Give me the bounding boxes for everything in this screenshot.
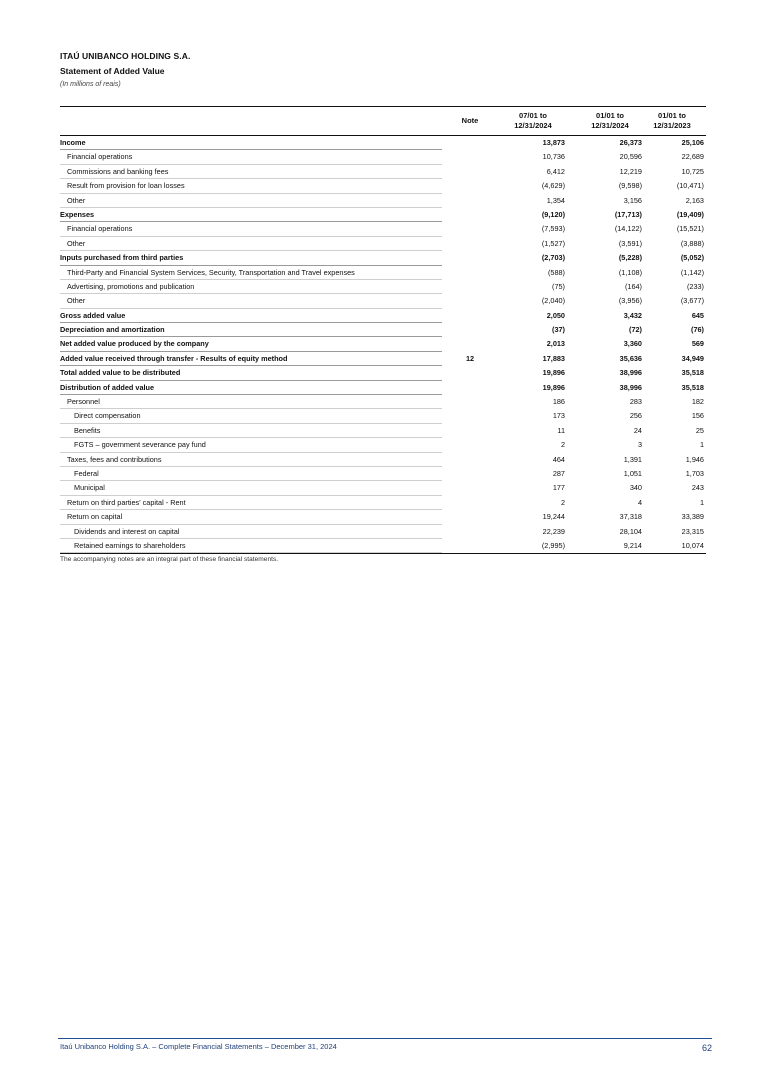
table-header bbox=[60, 107, 706, 136]
row-value-col-1: (37) bbox=[552, 325, 565, 335]
row-value-col-2: (9,598) bbox=[618, 181, 642, 191]
row-label: Added value received through transfer - Results of equity method bbox=[60, 352, 442, 366]
row-value-col-2: (164) bbox=[624, 281, 642, 291]
row-value-col-2: 37,318 bbox=[619, 512, 642, 522]
table-row bbox=[60, 266, 706, 280]
header-col-2-line-2: 12/31/2024 bbox=[591, 121, 629, 130]
row-value-col-2: (5,228) bbox=[618, 253, 642, 263]
row-value-col-3: (10,471) bbox=[676, 181, 704, 191]
row-label: Financial operations bbox=[60, 150, 442, 164]
table-row bbox=[60, 280, 706, 294]
row-value-col-3: 1 bbox=[699, 497, 704, 507]
row-value-col-3: 569 bbox=[691, 339, 704, 349]
row-value-col-2: 20,596 bbox=[619, 152, 642, 162]
row-value-col-1: 22,239 bbox=[542, 526, 565, 536]
row-value-col-1: 10,736 bbox=[542, 152, 565, 162]
row-value-col-2: (3,591) bbox=[618, 238, 642, 248]
row-note: 12 bbox=[465, 353, 475, 363]
row-label: Other bbox=[60, 194, 442, 208]
row-value-col-2: 3 bbox=[637, 440, 642, 450]
row-value-col-2: 26,373 bbox=[619, 138, 642, 147]
footnote: The accompanying notes are an integral part of these financial statements. bbox=[60, 556, 279, 563]
table-row bbox=[60, 395, 706, 409]
table-row bbox=[60, 309, 706, 323]
row-value-col-1: 11 bbox=[557, 425, 565, 435]
row-value-col-3: 156 bbox=[691, 411, 704, 421]
row-value-col-1: (75) bbox=[552, 281, 565, 291]
row-label: Net added value produced by the company bbox=[60, 337, 442, 351]
header-col-3-line-2: 12/31/2023 bbox=[653, 121, 691, 130]
row-value-col-2: (3,956) bbox=[618, 296, 642, 306]
row-value-col-2: 28,104 bbox=[619, 526, 642, 536]
table-row bbox=[60, 438, 706, 452]
row-value-col-1: 19,896 bbox=[542, 368, 565, 378]
company-name: ITAÚ UNIBANCO HOLDING S.A. bbox=[60, 51, 191, 61]
row-value-col-3: 34,949 bbox=[681, 353, 704, 363]
row-value-col-2: 1,051 bbox=[623, 468, 642, 478]
table-row bbox=[60, 481, 706, 495]
table-row bbox=[60, 323, 706, 337]
table-row bbox=[60, 150, 706, 164]
row-value-col-3: 1,703 bbox=[685, 468, 704, 478]
row-label: Total added value to be distributed bbox=[60, 366, 442, 380]
row-label: FGTS – government severance pay fund bbox=[60, 438, 442, 452]
row-label: Distribution of added value bbox=[60, 381, 442, 395]
row-label: Municipal bbox=[60, 481, 442, 495]
header-note: Note bbox=[461, 116, 479, 125]
table-bottom-rule bbox=[60, 553, 706, 554]
row-value-col-1: (2,995) bbox=[541, 540, 565, 550]
row-value-col-3: 25,106 bbox=[681, 138, 704, 147]
table-row bbox=[60, 409, 706, 423]
row-label: Financial operations bbox=[60, 222, 442, 236]
table-row bbox=[60, 453, 706, 467]
row-label: Other bbox=[60, 294, 442, 308]
row-label: Depreciation and amortization bbox=[60, 323, 442, 337]
row-value-col-3: 35,518 bbox=[681, 368, 704, 378]
row-value-col-1: 177 bbox=[552, 483, 565, 493]
table-row bbox=[60, 381, 706, 395]
row-value-col-1: 2,013 bbox=[546, 339, 565, 349]
row-value-col-2: 4 bbox=[637, 497, 642, 507]
row-label: Personnel bbox=[60, 395, 442, 409]
row-value-col-2: (17,713) bbox=[614, 209, 642, 219]
table-row bbox=[60, 424, 706, 438]
table-row bbox=[60, 294, 706, 308]
row-value-col-1: 287 bbox=[552, 468, 565, 478]
row-value-col-3: (3,677) bbox=[680, 296, 704, 306]
row-value-col-2: (14,122) bbox=[614, 224, 642, 234]
table-row bbox=[60, 237, 706, 251]
table-row bbox=[60, 208, 706, 222]
header-col-2 bbox=[579, 111, 641, 131]
row-value-col-1: 2 bbox=[560, 440, 565, 450]
table-row bbox=[60, 467, 706, 481]
footer-rule bbox=[58, 1038, 712, 1039]
row-label: Expenses bbox=[60, 208, 442, 222]
row-value-col-3: 10,074 bbox=[681, 540, 704, 550]
table-row bbox=[60, 510, 706, 524]
row-label: Commissions and banking fees bbox=[60, 165, 442, 179]
units-note: (In millions of reais) bbox=[60, 81, 121, 88]
table-row bbox=[60, 539, 706, 553]
row-value-col-1: 186 bbox=[552, 397, 565, 407]
table-row bbox=[60, 251, 706, 265]
row-value-col-2: 12,219 bbox=[619, 166, 642, 176]
footer-text: Itaú Unibanco Holding S.A. – Complete Financial Statements – December 31, 2024 bbox=[60, 1042, 337, 1051]
row-value-col-3: 25 bbox=[695, 425, 704, 435]
row-value-col-3: (76) bbox=[691, 325, 704, 335]
row-label: Taxes, fees and contributions bbox=[60, 453, 442, 467]
row-value-col-2: 283 bbox=[629, 397, 642, 407]
table-row bbox=[60, 165, 706, 179]
row-label: Return on capital bbox=[60, 510, 442, 524]
row-value-col-3: 22,689 bbox=[681, 152, 704, 162]
table-row bbox=[60, 179, 706, 193]
row-label: Federal bbox=[60, 467, 442, 481]
row-value-col-3: (19,409) bbox=[676, 209, 704, 219]
row-value-col-3: 645 bbox=[691, 310, 704, 320]
row-value-col-3: 2,163 bbox=[685, 195, 704, 205]
row-value-col-1: 2,050 bbox=[546, 310, 565, 320]
row-value-col-3: 35,518 bbox=[681, 382, 704, 392]
row-value-col-3: (1,142) bbox=[680, 267, 704, 277]
header-col-1-line-2: 12/31/2024 bbox=[514, 121, 552, 130]
added-value-table bbox=[60, 106, 706, 554]
row-label: Other bbox=[60, 237, 442, 251]
row-value-col-2: 3,360 bbox=[623, 339, 642, 349]
statement-title: Statement of Added Value bbox=[60, 66, 165, 76]
row-value-col-2: 340 bbox=[629, 483, 642, 493]
table-row bbox=[60, 496, 706, 510]
row-value-col-1: 464 bbox=[552, 454, 565, 464]
row-value-col-1: (588) bbox=[547, 267, 565, 277]
header-col-3 bbox=[641, 111, 703, 131]
row-value-col-1: 1,354 bbox=[546, 195, 565, 205]
row-value-col-2: 3,432 bbox=[623, 310, 642, 320]
row-value-col-1: 19,896 bbox=[542, 382, 565, 392]
table-body bbox=[60, 136, 706, 553]
row-label: Advertising, promotions and publication bbox=[60, 280, 442, 294]
row-value-col-3: (3,888) bbox=[680, 238, 704, 248]
row-value-col-2: 256 bbox=[629, 411, 642, 421]
table-row bbox=[60, 136, 706, 150]
row-value-col-3: (5,052) bbox=[680, 253, 704, 263]
row-label: Direct compensation bbox=[60, 409, 442, 423]
table-row bbox=[60, 525, 706, 539]
row-label: Third-Party and Financial System Services, Security, Transportation and Travel expenses bbox=[60, 266, 442, 280]
row-value-col-1: (7,593) bbox=[541, 224, 565, 234]
row-value-col-1: 6,412 bbox=[546, 166, 565, 176]
row-value-col-1: (1,527) bbox=[541, 238, 565, 248]
row-value-col-3: 1,946 bbox=[685, 454, 704, 464]
row-label: Benefits bbox=[60, 424, 442, 438]
row-value-col-2: 1,391 bbox=[623, 454, 642, 464]
row-value-col-2: 9,214 bbox=[623, 540, 642, 550]
row-value-col-2: 38,996 bbox=[619, 368, 642, 378]
row-value-col-1: 17,883 bbox=[542, 353, 565, 363]
header-col-2-line-1: 01/01 to bbox=[596, 111, 624, 120]
table-row bbox=[60, 337, 706, 351]
row-value-col-3: (15,521) bbox=[676, 224, 704, 234]
row-value-col-1: (4,629) bbox=[541, 181, 565, 191]
row-value-col-2: 38,996 bbox=[619, 382, 642, 392]
table-row bbox=[60, 194, 706, 208]
row-label: Return on third parties' capital - Rent bbox=[60, 496, 442, 510]
table-row bbox=[60, 222, 706, 236]
row-label: Gross added value bbox=[60, 309, 442, 323]
row-value-col-2: 24 bbox=[633, 425, 642, 435]
row-label: Inputs purchased from third parties bbox=[60, 251, 442, 265]
row-value-col-1: 2 bbox=[560, 497, 565, 507]
row-value-col-3: 1 bbox=[699, 440, 704, 450]
row-label: Dividends and interest on capital bbox=[60, 525, 442, 539]
row-value-col-2: (1,108) bbox=[618, 267, 642, 277]
row-value-col-3: 23,315 bbox=[681, 526, 704, 536]
row-value-col-3: 243 bbox=[691, 483, 704, 493]
row-value-col-1: (9,120) bbox=[541, 209, 565, 219]
row-value-col-1: (2,703) bbox=[541, 253, 565, 263]
row-value-col-2: 35,636 bbox=[619, 353, 642, 363]
table-row bbox=[60, 366, 706, 380]
row-value-col-1: 13,873 bbox=[542, 138, 565, 147]
row-label: Income bbox=[60, 136, 442, 150]
row-value-col-3: 10,725 bbox=[681, 166, 704, 176]
row-label: Result from provision for loan losses bbox=[60, 179, 442, 193]
row-value-col-3: 33,389 bbox=[681, 512, 704, 522]
header-col-1-line-1: 07/01 to bbox=[519, 111, 547, 120]
header-col-3-line-1: 01/01 to bbox=[658, 111, 686, 120]
row-label: Retained earnings to shareholders bbox=[60, 539, 442, 553]
row-value-col-1: (2,040) bbox=[541, 296, 565, 306]
table-row bbox=[60, 352, 706, 366]
page-number: 62 bbox=[701, 1043, 712, 1053]
row-value-col-1: 173 bbox=[552, 411, 565, 421]
row-value-col-3: (233) bbox=[686, 281, 704, 291]
row-value-col-1: 19,244 bbox=[542, 512, 565, 522]
row-value-col-2: (72) bbox=[629, 325, 642, 335]
header-col-1 bbox=[502, 111, 564, 131]
row-value-col-3: 182 bbox=[691, 397, 704, 407]
row-value-col-2: 3,156 bbox=[623, 195, 642, 205]
